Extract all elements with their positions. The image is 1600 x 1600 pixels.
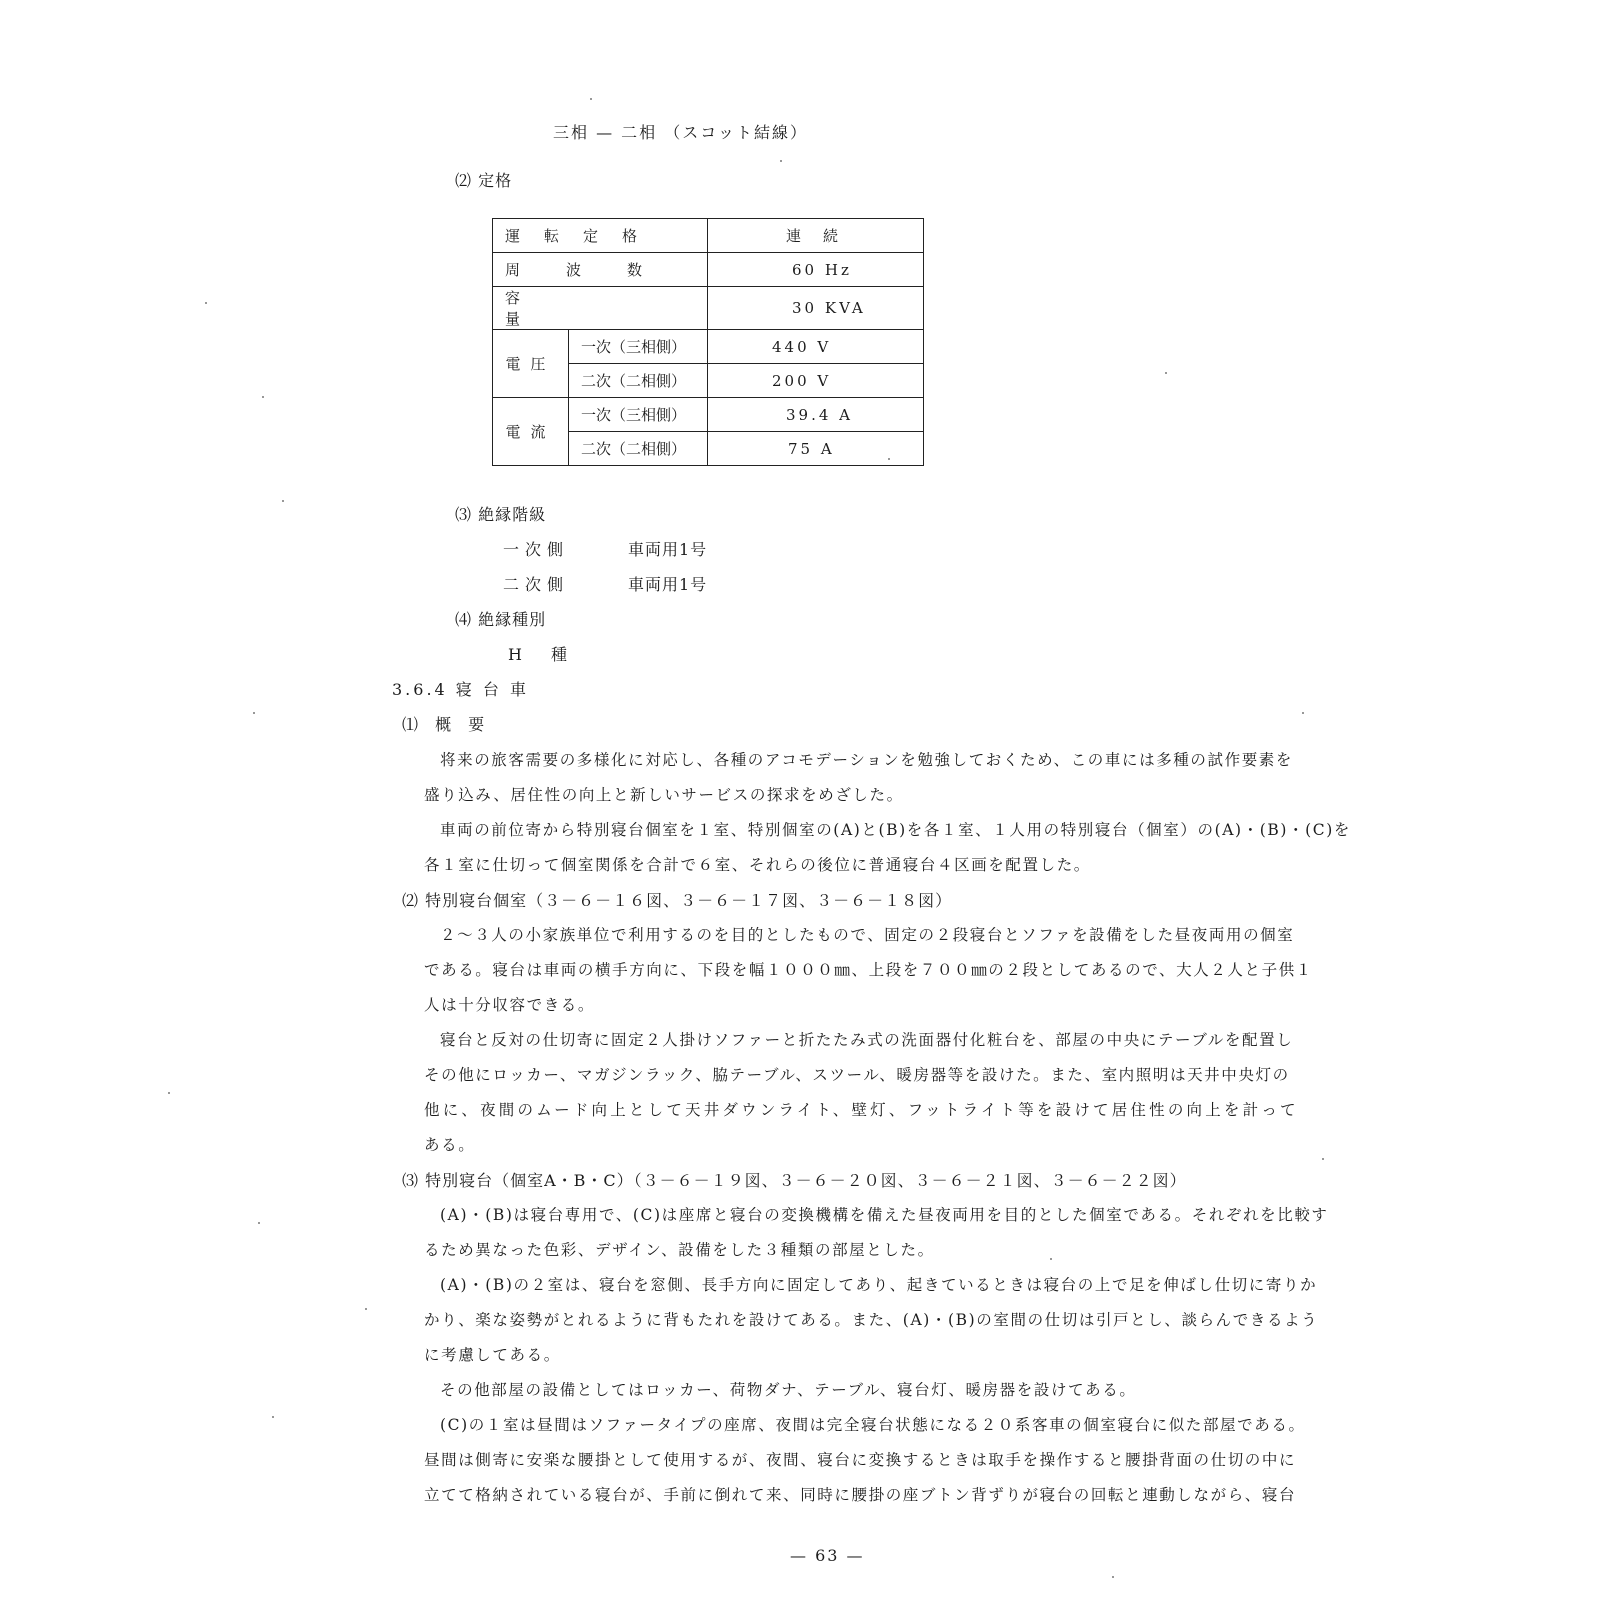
table-row (493, 219, 924, 253)
scan-speck (168, 1092, 170, 1094)
special-berth-label: ⑶ 特別寝台（個室A・B・C）（３－６－１９図、３－６－２０図、３－６－２１図、３－６－２２図） (402, 1171, 1187, 1190)
special-room-line: ２～３人の小家族単位で利用するのを目的としたもので、固定の２段寝台とソファを設備をした昼夜両用の個室 (440, 926, 1295, 944)
table-cell: 容量 (493, 287, 708, 330)
special-berth-line: (A)・(B)の２室は、寝台を窓側、長手方向に固定してあり、起きているときは寝台の上で足を伸ばし仕切に寄りか (440, 1276, 1318, 1294)
scan-speck (205, 302, 207, 304)
special-berth-line: 立てて格納されている寝台が、手前に倒れて来、同時に腰掛の座ブトン背ずりが寝台の回転と連動しながら、寝台 (424, 1486, 1297, 1504)
table-cell: 60 Hz (708, 253, 924, 287)
table-cell: 一次（三相側） (569, 398, 708, 432)
table-cell: 運転定格 (493, 219, 708, 253)
special-room-line: その他にロッカー、マガジンラック、脇テーブル、スツール、暖房器等を設けた。また、室内照明は天井中央灯の (424, 1066, 1290, 1084)
scan-speck (590, 98, 592, 100)
table-cell: 75 A (708, 432, 924, 466)
special-room-line: 寝台と反対の仕切寄に固定２人掛けソファーと折たたみ式の洗面器付化粧台を、部屋の中央にテーブルを配置し (440, 1031, 1294, 1049)
scan-speck (888, 458, 890, 460)
insulation-type-value: H 種 (508, 645, 580, 664)
overview-label: ⑴ 概 要 (402, 715, 491, 734)
special-berth-line: その他部屋の設備としてはロッカー、荷物ダナ、テーブル、寝台灯、暖房器を設けてある。 (440, 1381, 1137, 1399)
insulation-class-label: ⑶ 絶縁階級 (455, 505, 547, 524)
table-cell: 周波数 (493, 253, 708, 287)
rating-label: ⑵ 定格 (455, 171, 513, 190)
table-cell: 39.4 A (708, 398, 924, 432)
rating-table (492, 218, 924, 466)
heading: 三相 — 二相 （スコット結線） (553, 123, 808, 142)
insulation-primary-value: 車両用1号 (628, 540, 708, 559)
section-heading: 3.6.4 寝 台 車 (392, 680, 529, 699)
insulation-primary-side: 一次側 (503, 540, 570, 559)
special-room-label: ⑵ 特別寝台個室（３－６－１６図、３－６－１７図、３－６－１８図） (402, 891, 953, 910)
table-cell: 連続 (708, 219, 924, 253)
insulation-secondary-value: 車両用1号 (628, 575, 708, 594)
special-berth-line: (A)・(B)は寝台専用で、(C)は座席と寝台の変換機構を備えた昼夜両用を目的とした個室である。それぞれを比較す (440, 1206, 1329, 1224)
special-room-line: である。寝台は車両の横手方向に、下段を幅１０００㎜、上段を７００㎜の２段としてあるので、大人２人と子供１ (424, 961, 1313, 979)
table-cell: 440 V (708, 330, 924, 364)
special-berth-line: かり、楽な姿勢がとれるように背もたれを設けてある。また、(A)・(B)の室間の仕切は引戸とし、談らんできるよう (424, 1311, 1319, 1329)
table-cell: 200 V (708, 364, 924, 398)
table-cell: 電圧 (493, 330, 569, 398)
table-row (493, 330, 924, 364)
special-berth-line: (C)の１室は昼間はソファータイプの座席、夜間は完全寝台状態になる２０系客車の個室寝台に似た部屋である。 (440, 1416, 1306, 1434)
scan-speck (1112, 1576, 1114, 1578)
scan-speck (1050, 1258, 1052, 1260)
scan-speck (1322, 1158, 1324, 1160)
scan-speck (272, 1416, 274, 1418)
table-cell: 二次（二相側） (569, 364, 708, 398)
insulation-type-label: ⑷ 絶縁種別 (455, 610, 547, 629)
table-row (493, 287, 924, 330)
special-berth-line: るため異なった色彩、デザイン、設備をした３種類の部屋とした。 (424, 1241, 935, 1259)
table-row (493, 253, 924, 287)
scan-speck (253, 712, 255, 714)
special-room-line: ある。 (424, 1136, 476, 1154)
table-cell: 二次（二相側） (569, 432, 708, 466)
scan-speck (1302, 712, 1304, 714)
table-cell: 30 KVA (708, 287, 924, 330)
scan-speck (262, 396, 264, 398)
table-cell: 一次（三相側） (569, 330, 708, 364)
special-room-line: 他に、夜間のムード向上として天井ダウンライト、壁灯、フットライト等を設けて居住性の向上を計って (424, 1101, 1299, 1119)
special-room-line: 人は十分収容できる。 (424, 996, 596, 1014)
table-row (493, 398, 924, 432)
table-cell: 電流 (493, 398, 569, 466)
overview-line: 将来の旅客需要の多様化に対応し、各種のアコモデーションを勉強しておくため、この車には多種の試作要素を (440, 751, 1293, 769)
scan-speck (1165, 372, 1167, 374)
scan-speck (780, 160, 782, 162)
overview-line: 車両の前位寄から特別寝台個室を１室、特別個室の(A)と(B)を各１室、１人用の特別寝台（個室）の(A)・(B)・(C)を (440, 821, 1352, 839)
scan-speck (258, 1222, 260, 1224)
overview-line: 各１室に仕切って個室関係を合計で６室、それらの後位に普通寝台４区画を配置した。 (424, 856, 1091, 874)
scan-speck (365, 1308, 367, 1310)
overview-line: 盛り込み、居住性の向上と新しいサービスの探求をめざした。 (424, 786, 904, 804)
page-number: — 63 — (790, 1546, 865, 1565)
special-berth-line: 昼間は側寄に安楽な腰掛として使用するが、夜間、寝台に変換するときは取手を操作すると腰掛背面の仕切の中に (424, 1451, 1297, 1469)
special-berth-line: に考慮してある。 (424, 1346, 561, 1364)
scan-speck (282, 500, 284, 502)
insulation-secondary-side: 二次側 (503, 575, 570, 594)
